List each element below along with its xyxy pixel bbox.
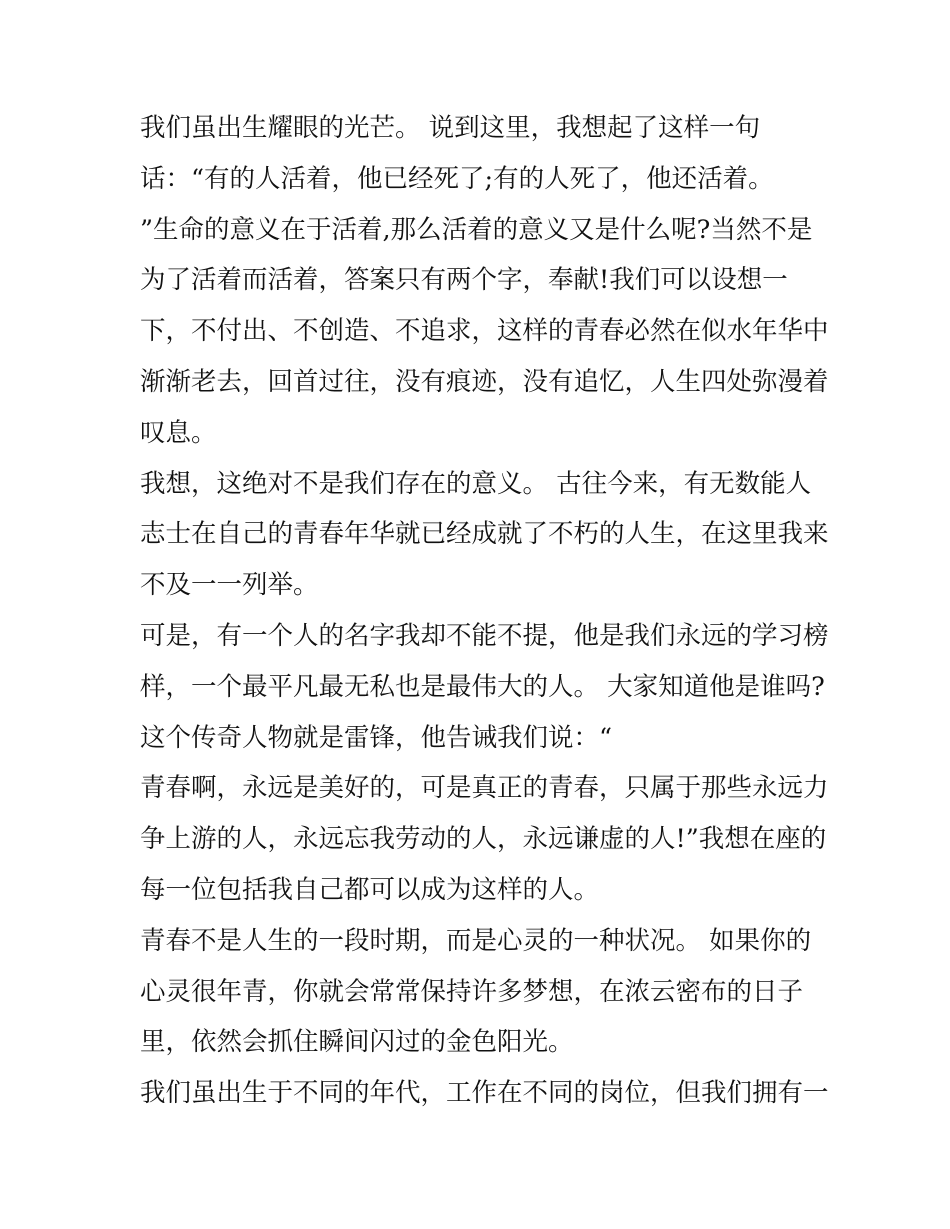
text-line: 争上游的人，永远忘我劳动的人，永远谦虚的人!”我想在座的	[140, 824, 827, 855]
text-line: 里，依然会抓住瞬间闪过的金色阳光。	[140, 1027, 574, 1058]
text-line: ”生命的意义在于活着,那么活着的意义又是什么呢?当然不是	[140, 214, 813, 245]
text-line: 不及一一列举。	[140, 570, 319, 601]
text-line: 青春不是人生的一段时期，而是心灵的一种状况。 如果你的	[140, 925, 812, 956]
text-line: 我们虽出生于不同的年代，工作在不同的岗位，但我们拥有一	[140, 1078, 829, 1109]
text-line: 可是，有一个人的名字我却不能不提，他是我们永远的学习榜	[140, 620, 829, 651]
text-line: 心灵很年青，你就会常常保持许多梦想，在浓云密布的日子	[140, 976, 804, 1007]
text-line: 下，不付出、不创造、不追求，这样的青春必然在似水年华中	[140, 316, 829, 347]
text-line: 叹息。	[140, 417, 217, 448]
text-line: 样，一个最平凡最无私也是最伟大的人。 大家知道他是谁吗?	[140, 671, 825, 702]
text-line: 青春啊，永远是美好的，可是真正的青春，只属于那些永远力	[140, 773, 829, 804]
text-line: 志士在自己的青春年华就已经成就了不朽的人生，在这里我来	[140, 519, 829, 550]
text-line: 每一位包括我自己都可以成为这样的人。	[140, 874, 600, 905]
text-line: 为了活着而活着，答案只有两个字，奉献!我们可以设想一	[140, 265, 788, 296]
text-line: 渐渐老去，回首过往，没有痕迹，没有追忆，人生四处弥漫着	[140, 366, 829, 397]
text-line: 我想，这绝对不是我们存在的意义。 古往今来，有无数能人	[140, 468, 812, 499]
document-body	[140, 103, 829, 1119]
text-line: 我们虽出生耀眼的光芒。 说到这里，我想起了这样一句	[140, 113, 761, 143]
text-line: 这个传奇人物就是雷锋，他告诫我们说：“	[140, 722, 613, 753]
text-line: 话：“有的人活着，他已经死了;有的人死了，他还活着。	[140, 163, 774, 194]
